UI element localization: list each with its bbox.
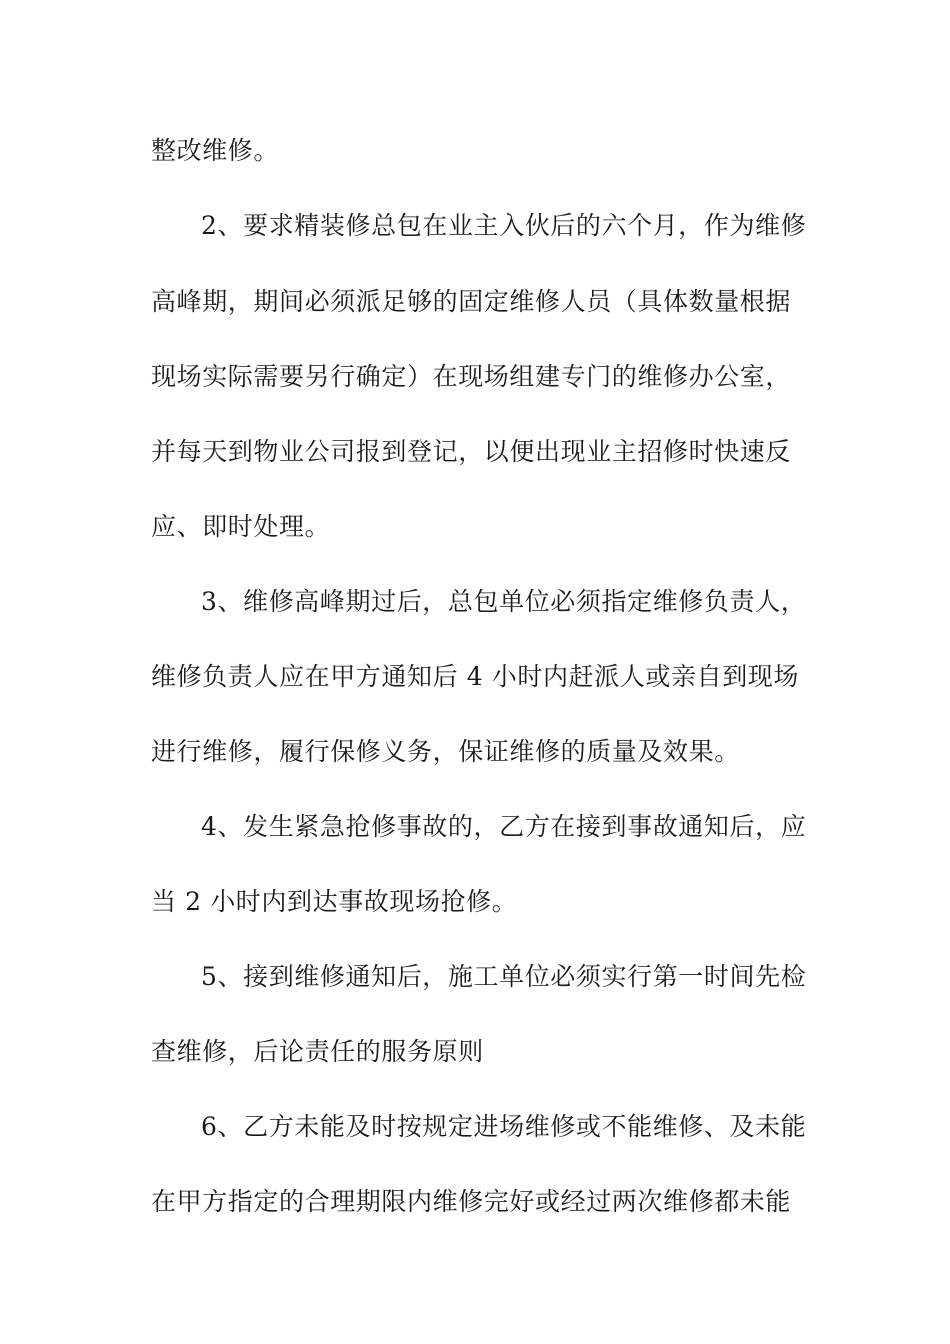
paragraph-5-start: 5、接到维修通知后，施工单位必须实行第一时间先检	[201, 962, 807, 991]
text-line: 整改维修。	[151, 136, 280, 165]
text-line: 并每天到物业公司报到登记，以便出现业主招修时快速反	[151, 437, 792, 466]
text-line: 维修负责人应在甲方通知后 4 小时内赶派人或亲自到现场	[151, 662, 800, 691]
paragraph-4-start: 4、发生紧急抢修事故的，乙方在接到事故通知后，应	[201, 812, 807, 841]
paragraph-3-start: 3、维修高峰期过后，总包单位必须指定维修负责人，	[201, 587, 807, 616]
paragraph-2-start: 2、要求精装修总包在业主入伙后的六个月，作为维修	[201, 211, 807, 240]
paragraph-6-start: 6、乙方未能及时按规定进场维修或不能维修、及未能	[201, 1112, 807, 1141]
text-line: 现场实际需要另行确定）在现场组建专门的维修办公室，	[151, 362, 792, 391]
text-line: 查维修，后论责任的服务原则	[151, 1037, 484, 1066]
text-line: 高峰期，期间必须派足够的固定维修人员（具体数量根据	[151, 287, 792, 316]
text-line: 进行维修，履行保修义务，保证维修的质量及效果。	[151, 737, 740, 766]
text-line: 当 2 小时内到达事故现场抢修。	[151, 887, 518, 916]
text-line: 在甲方指定的合理期限内维修完好或经过两次维修都未能	[151, 1187, 792, 1216]
text-line: 应、即时处理。	[151, 512, 331, 541]
